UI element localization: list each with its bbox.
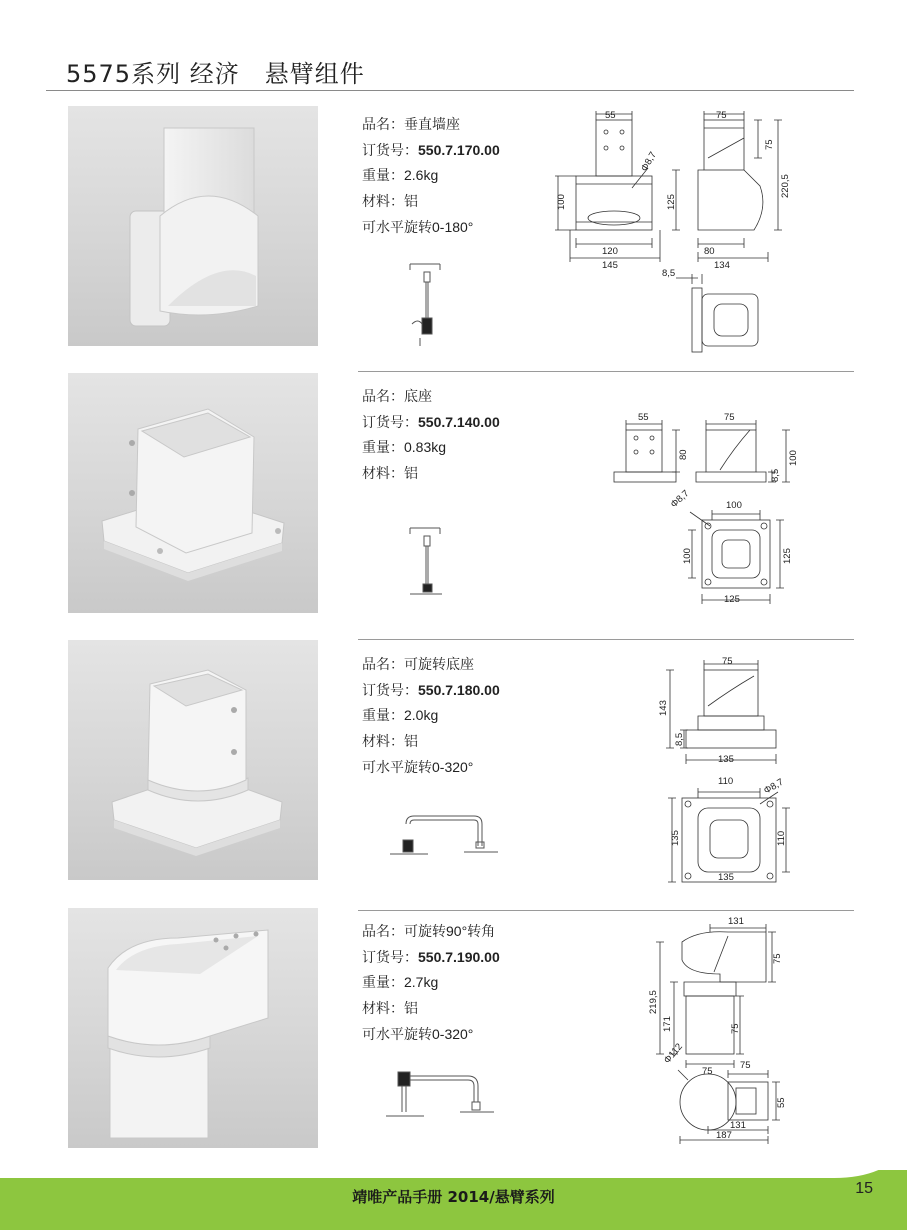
svg-text:80: 80 [704, 246, 715, 257]
info-line: 订货号：550.7.180.00 [362, 681, 500, 699]
svg-text:125: 125 [782, 548, 793, 564]
svg-text:219,5: 219,5 [648, 990, 659, 1014]
svg-text:110: 110 [776, 830, 787, 846]
product-photo-rotating-base [68, 640, 318, 880]
svg-text:134: 134 [714, 260, 730, 271]
page-title: 5575系列 经济 悬臂组件 [66, 60, 365, 88]
svg-text:8,5: 8,5 [770, 468, 781, 482]
info-line: 材料：铝 [362, 1000, 418, 1018]
svg-text:75: 75 [702, 1066, 713, 1077]
svg-text:Φ112: Φ112 [661, 1041, 685, 1066]
svg-text:135: 135 [718, 872, 734, 883]
footer-title: 靖唯产品手册 2014/悬臂系列 [352, 1188, 555, 1206]
product-photo-rotating-corner [68, 908, 318, 1148]
title-rule [46, 90, 854, 91]
svg-text:75: 75 [716, 110, 727, 121]
section-divider [358, 639, 854, 640]
svg-text:100: 100 [682, 548, 693, 564]
svg-text:75: 75 [764, 139, 775, 150]
info-line: 可水平旋转0-320° [362, 1025, 474, 1042]
product-info-rotating-corner [362, 919, 500, 1047]
svg-text:75: 75 [740, 1060, 751, 1071]
svg-text:Φ8,7: Φ8,7 [762, 776, 786, 797]
info-line: 订货号：550.7.190.00 [362, 948, 500, 966]
svg-text:171: 171 [662, 1016, 673, 1032]
info-line: 重量：2.0kg [362, 707, 439, 725]
svg-text:220,5: 220,5 [780, 174, 791, 198]
drawing-base-labels [600, 408, 800, 608]
section-divider [358, 910, 854, 911]
info-line: 材料：铝 [362, 193, 418, 211]
svg-text:Φ8,7: Φ8,7 [639, 149, 659, 174]
product-photo-base [68, 373, 318, 613]
info-line: 品名：可旋转底座 [362, 656, 474, 673]
svg-text:75: 75 [722, 656, 733, 667]
svg-text:187: 187 [716, 1130, 732, 1141]
page-number: 15 [855, 1180, 873, 1197]
svg-text:8,5: 8,5 [662, 268, 676, 279]
svg-text:135: 135 [670, 830, 681, 846]
info-line: 品名：垂直墙座 [362, 116, 460, 133]
svg-text:55: 55 [638, 412, 649, 423]
info-line: 品名：可旋转90°转角 [362, 923, 496, 940]
svg-text:100: 100 [726, 500, 742, 511]
info-line: 材料：铝 [362, 733, 418, 751]
schematic-rotating-corner [384, 1066, 496, 1126]
svg-text:Φ8,7: Φ8,7 [668, 488, 692, 511]
svg-text:80: 80 [678, 449, 689, 460]
svg-text:120: 120 [602, 246, 618, 257]
svg-text:100: 100 [556, 194, 567, 210]
info-line: 重量：0.83kg [362, 439, 447, 457]
svg-text:125: 125 [724, 594, 740, 605]
info-line: 可水平旋转0-320° [362, 758, 474, 775]
drawing-rotating-base-labels [654, 654, 804, 890]
svg-text:143: 143 [658, 700, 669, 716]
drawing-rotating-corner-labels [648, 916, 798, 1144]
product-info-base [362, 384, 500, 487]
svg-text:75: 75 [730, 1023, 741, 1034]
svg-text:145: 145 [602, 260, 618, 271]
svg-text:75: 75 [772, 953, 783, 964]
section-divider [358, 371, 854, 372]
svg-text:125: 125 [666, 194, 677, 210]
svg-text:8,5: 8,5 [674, 732, 685, 746]
info-line: 可水平旋转0-180° [362, 218, 474, 235]
product-info-wall-mount [362, 112, 500, 240]
info-line: 重量：2.6kg [362, 167, 439, 185]
svg-text:55: 55 [776, 1097, 787, 1108]
svg-text:100: 100 [788, 450, 799, 466]
info-line: 品名：底座 [362, 388, 432, 405]
svg-text:131: 131 [728, 916, 744, 927]
svg-text:131: 131 [730, 1120, 746, 1131]
info-line: 订货号：550.7.140.00 [362, 413, 500, 431]
product-info-rotating-base [362, 652, 500, 780]
svg-text:135: 135 [718, 754, 734, 765]
info-line: 材料：铝 [362, 465, 418, 483]
schematic-rotating-base [388, 808, 500, 864]
svg-text:75: 75 [724, 412, 735, 423]
info-line: 订货号：550.7.170.00 [362, 141, 500, 159]
svg-text:55: 55 [605, 110, 616, 121]
svg-text:110: 110 [718, 776, 734, 787]
schematic-wall-mount [406, 258, 446, 348]
info-line: 重量：2.7kg [362, 974, 439, 992]
schematic-base [406, 520, 446, 600]
product-photo-wall-mount [68, 106, 318, 346]
drawing-wall-mount-labels [548, 108, 798, 358]
